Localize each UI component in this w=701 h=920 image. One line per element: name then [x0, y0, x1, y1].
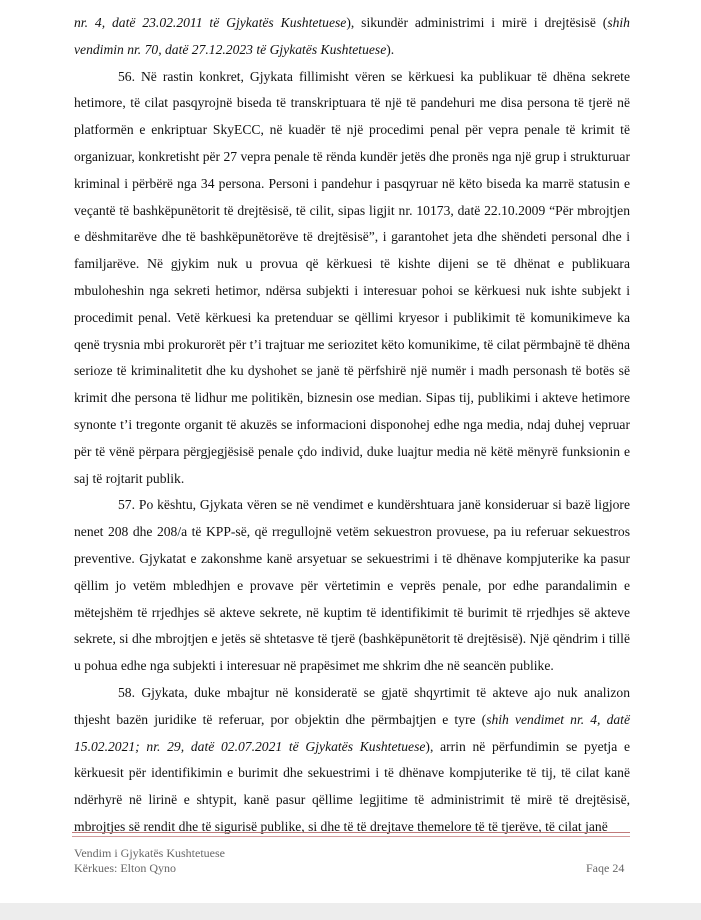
- footer-divider-top: [72, 832, 630, 833]
- paragraph-text: 58. Gjykata, duke mbajtur në konsideratë se gjatë shqyrtimit të akteve ajo nuk analizon thjesht bazën juridike të referuar, por objektin dhe përmbajtjen e tyre (: [74, 684, 630, 727]
- footer-document-type: Vendim i Gjykatës Kushtetuese: [74, 846, 225, 860]
- page-number: Faqe 24: [586, 861, 625, 875]
- paragraph-text: ), sikundër administrimi i mirë i drejtësisë (: [346, 15, 608, 30]
- page-bottom-edge: [0, 903, 701, 920]
- footer-info: [74, 846, 225, 876]
- document-body: [74, 10, 630, 841]
- paragraph-56: 56. Në rastin konkret, Gjykata fillimisht vëren se kërkuesi ka publikuar të dhëna sekrete hetimore, të cilat pasqyrojnë biseda të transkriptuara të një të pandehuri me disa persona të tjerë në platformën e enkriptuar SkyECC, në kuadër të një procedimi penal për vepra penale të krimit të organizuar, konkretisht për 27 vepra penale të rënda kundër jetës dhe pronës nga një grup i strukturuar kriminal i përbërë nga 34 persona. Personi i pandehur i pasqyruar në këto biseda ka marrë statusin e veçantë të bashkëpunëtorit të drejtësisë, të cilit, sipas ligjit nr. 10173, datë 22.10.2009 “Për mbrojtjen e dëshmitarëve dhe të bashkëpunëtorëve të drejtësisë”, i garantohet jeta dhe shëndeti personal dhe i familjarëve. Në gjykim nuk u provua që kërkuesi të kishte dijeni se të dhënat e publikuara mbuloheshin nga sekreti hetimor, ndërsa subjekti i interesuar pohoi se kërkuesi nuk ishte subjekt i procedimit penal. Vetë kërkuesi ka pretenduar se qëllimi kryesor i publikimit të komunikimeve ka qenë trysnia mbi prokurorët për t’i trajtuar me seriozitet këto komunikime, të cilat përmbajnë të dhëna serioze të kriminalitetit dhe ku dyshohet se janë të përfshirë një numër i madh personash të botës së krimit dhe persona të lidhur me politikën, biznesin ose median. Sipas tij, publikimi i akteve hetimore synonte t’i tregonte organit të akuzës se informacioni disponohej edhe nga media, ndaj duhej vepruar për të vënë përpara përgjegjësisë penale çdo individ, duke luajtur media në këtë mënyrë funksionin e saj të rojtarit publik.: [74, 68, 630, 486]
- citation-italic: nr. 4, datë 23.02.2011 të Gjykatës Kushtetuese: [74, 15, 347, 30]
- citation-italic: shih vendimet nr. 4, datë 15.02.2021; nr. 29, datë 02.07.2021 të Gjykatës Kushtetuese: [74, 711, 630, 754]
- paragraph-text: ).: [386, 41, 395, 57]
- citation-italic: shih vendimin nr. 70, datë 27.12.2023 të Gjykatës Kushtetuese: [74, 15, 630, 57]
- paragraph-57: 57. Po kështu, Gjykata vëren se në vendimet e kundërshtuara janë konsideruar si bazë ligjore nenet 208 dhe 208/a të KPP-së, që rregullojnë vetëm sekuestron provuese, pa iu referuar sekuestros preventive. Gjykatat e zakonshme kanë arsyetuar se sekuestrimi i të dhënave kompjuterike ka pasur qëllim jo vetëm mbledhjen e provave për vërtetimin e veprës penale, por edhe parandalimin e mëtejshëm të rrjedhjes së akteve sekrete, në kuptim të identifikimit të burimit të rrjedhjes së akteve sekrete, si dhe mbrojtjen e jetës së shtetasve të tjerë (bashkëpunëtorit të drejtësisë). Një qëndrim i tillë u pohua edhe nga subjekti i interesuar në prapësimet me shkrim dhe në seancën publike.: [74, 497, 630, 674]
- footer-divider-bottom: [72, 836, 630, 837]
- paragraph-continuation: [74, 10, 630, 64]
- paragraph-text: ), arrin në përfundimin se pyetja e kërkuesit për identifikimin e burimit dhe sekuestrimi i të dhënave kompjuterike të tij, të cilat kanë ndërhyrë në lirinë e shtypit, kanë pasur qëllime legjitime të administrimit të mirë të drejtësisë, mbrojtjes së rendit dhe të sigurisë publike, si dhe të të drejtave themelore të të tjerëve, të cilat janë: [74, 738, 630, 834]
- paragraph-58: [74, 680, 630, 841]
- footer-applicant: Kërkues: Elton Qyno: [74, 861, 176, 875]
